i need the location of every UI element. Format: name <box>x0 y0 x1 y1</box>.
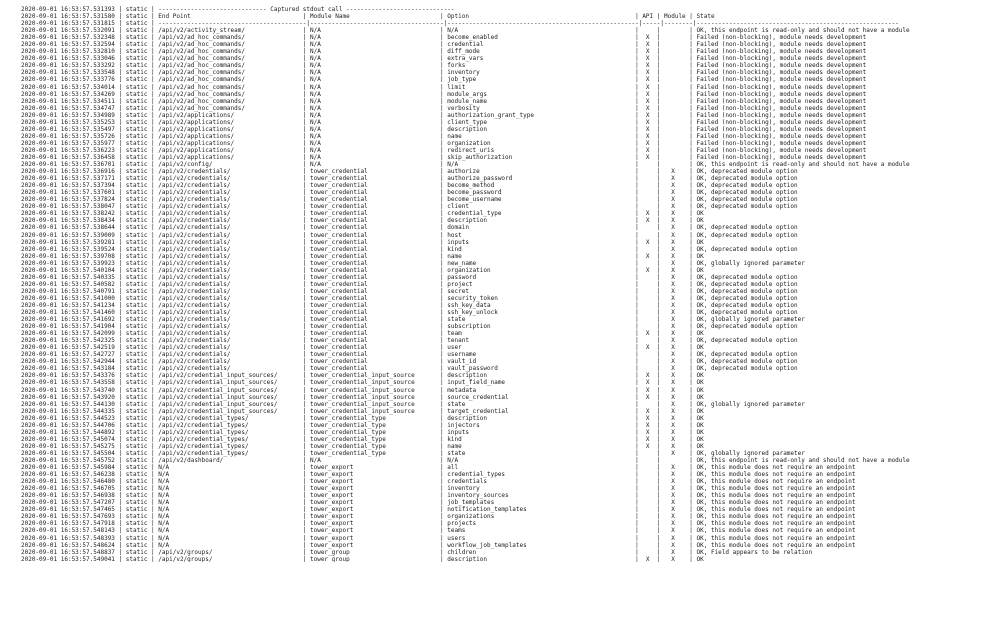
log-line: 2020-09-01 16:53:57.534989 | static | /api/v2/applications/ | N/A | authorization_grant_type | X | | Failed (non-blocking), module needs development <box>21 111 867 119</box>
log-line: 2020-09-01 16:53:57.536701 | static | /api/v2/config/ | N/A | N/A | | | OK, this endpoint is read-only and should not have a module <box>21 161 910 169</box>
log-line: 2020-09-01 16:53:57.542519 | static | /api/v2/credentials/ | tower_credential | user | X | X | OK <box>21 344 704 352</box>
log-line: 2020-09-01 16:53:57.544706 | static | /api/v2/credential_types/ | tower_credential_type | injectors | X | X | OK <box>21 421 704 429</box>
log-line: 2020-09-01 16:53:57.544523 | static | /api/v2/credential_types/ | tower_credential_type | description | X | X | OK <box>21 414 704 422</box>
log-line: 2020-09-01 16:53:57.545275 | static | /api/v2/credential_types/ | tower_credential_type | name | X | X | OK <box>21 442 704 450</box>
log-line: 2020-09-01 16:53:57.545504 | static | /api/v2/credential_types/ | tower_credential_type | state | | X | OK, globally ignored parameter <box>21 449 805 457</box>
log-line: 2020-09-01 16:53:57.547918 | static | N/A | tower_export | projects | | X | OK, this module does not require an endpoint <box>21 520 856 528</box>
log-line: 2020-09-01 16:53:57.548837 | static | /api/v2/groups/ | tower_group | children | | X | OK, Field appears to be relation <box>21 548 813 556</box>
log-line: 2020-09-01 16:53:57.539281 | static | /api/v2/credentials/ | tower_credential | inputs | X | X | OK <box>21 238 704 246</box>
log-line: 2020-09-01 16:53:57.544335 | static | /api/v2/credential_input_sources/ | tower_credential_input_source | target_credential | X | X | OK <box>21 407 704 415</box>
log-line: 2020-09-01 16:53:57.535253 | static | /api/v2/applications/ | N/A | client_type | X | | Failed (non-blocking), module needs development <box>21 118 867 126</box>
log-line: 2020-09-01 16:53:57.548624 | static | N/A | tower_export | workflow_job_templates | | X | OK, this module does not require an endpoint <box>21 541 856 549</box>
log-line: 2020-09-01 16:53:57.546705 | static | N/A | tower_export | inventory | | X | OK, this module does not require an endpoint <box>21 485 856 493</box>
log-line: 2020-09-01 16:53:57.539923 | static | /api/v2/credentials/ | tower_credential | new_name | | X | OK, globally ignored parameter <box>21 259 805 267</box>
log-line: 2020-09-01 16:53:57.537601 | static | /api/v2/credentials/ | tower_credential | become_password | | X | OK, deprecated module option <box>21 189 798 197</box>
log-line: 2020-09-01 16:53:57.540582 | static | /api/v2/credentials/ | tower_credential | project | | X | OK, deprecated module option <box>21 280 798 288</box>
log-line: 2020-09-01 16:53:57.542325 | static | /api/v2/credentials/ | tower_credential | tenant | | X | OK, deprecated module option <box>21 337 798 345</box>
log-line: 2020-09-01 16:53:57.540104 | static | /api/v2/credentials/ | tower_credential | organization | X | X | OK <box>21 266 704 274</box>
log-line: 2020-09-01 16:53:57.532091 | static | /api/v2/activity_stream/ | N/A | N/A | | | OK, this endpoint is read-only and should not have a module <box>21 27 910 35</box>
log-line: 2020-09-01 16:53:57.539524 | static | /api/v2/credentials/ | tower_credential | kind | | X | OK, deprecated module option <box>21 245 798 253</box>
log-line: 2020-09-01 16:53:57.535977 | static | /api/v2/applications/ | N/A | organization | X | | Failed (non-blocking), module needs development <box>21 139 867 147</box>
log-line: 2020-09-01 16:53:57.542727 | static | /api/v2/credentials/ | tower_credential | username | | X | OK, deprecated module option <box>21 351 798 359</box>
log-line: 2020-09-01 16:53:57.537824 | static | /api/v2/credentials/ | tower_credential | become_username | | X | OK, deprecated module option <box>21 196 798 204</box>
log-line: 2020-09-01 16:53:57.543184 | static | /api/v2/credentials/ | tower_credential | vault_password | | X | OK, deprecated module option <box>21 365 798 373</box>
log-line: 2020-09-01 16:53:57.534269 | static | /api/v2/ad_hoc_commands/ | N/A | module_args | X | | Failed (non-blocking), module needs development <box>21 90 867 98</box>
log-line: 2020-09-01 16:53:57.540791 | static | /api/v2/credentials/ | tower_credential | secret | | X | OK, deprecated module option <box>21 287 798 295</box>
log-line: 2020-09-01 16:53:57.536916 | static | /api/v2/credentials/ | tower_credential | authorize | | X | OK, deprecated module option <box>21 168 798 176</box>
log-line: 2020-09-01 16:53:57.548143 | static | N/A | tower_export | teams | | X | OK, this module does not require an endpoint <box>21 527 856 535</box>
log-line: 2020-09-01 16:53:57.541692 | static | /api/v2/credentials/ | tower_credential | state | | X | OK, globally ignored parameter <box>21 316 805 324</box>
log-line: 2020-09-01 16:53:57.543920 | static | /api/v2/credential_input_sources/ | tower_credential_input_source | source_credential | X | X | OK <box>21 393 704 401</box>
log-line: 2020-09-01 16:53:57.541904 | static | /api/v2/credentials/ | tower_credential | subscription | | X | OK, deprecated module option <box>21 323 798 331</box>
log-line: 2020-09-01 16:53:57.539009 | static | /api/v2/credentials/ | tower_credential | host | | X | OK, deprecated module option <box>21 231 798 239</box>
log-line: 2020-09-01 16:53:57.535726 | static | /api/v2/applications/ | N/A | name | X | | Failed (non-blocking), module needs development <box>21 132 867 140</box>
log-line: 2020-09-01 16:53:57.533776 | static | /api/v2/ad_hoc_commands/ | N/A | job_type | X | | Failed (non-blocking), module needs development <box>21 76 867 84</box>
log-line: 2020-09-01 16:53:57.538047 | static | /api/v2/credentials/ | tower_credential | client | | X | OK, deprecated module option <box>21 203 798 211</box>
log-line: 2020-09-01 16:53:57.534014 | static | /api/v2/ad_hoc_commands/ | N/A | limit | X | | Failed (non-blocking), module needs development <box>21 83 867 91</box>
log-line: 2020-09-01 16:53:57.549041 | static | /api/v2/groups/ | tower_group | description | X | X | OK <box>21 555 704 562</box>
log-line: 2020-09-01 16:53:57.536458 | static | /api/v2/applications/ | N/A | skip_authorization | X | | Failed (non-blocking), module needs development <box>21 153 867 161</box>
log-line: 2020-09-01 16:53:57.531580 | static | End Point | Module Name | Option | API | Module | State <box>21 13 715 21</box>
log-line: 2020-09-01 16:53:57.531815 | static | -----------------------------------------|-------------------------------------|-----------------------------------------------------|-----|--------|-------------------------------------------------------- <box>21 20 899 28</box>
log-line: 2020-09-01 16:53:57.534747 | static | /api/v2/ad_hoc_commands/ | N/A | verbosity | X | | Failed (non-blocking), module needs development <box>21 104 867 112</box>
log-line: 2020-09-01 16:53:57.538242 | static | /api/v2/credentials/ | tower_credential | credential_type | X | X | OK <box>21 210 704 218</box>
log-line: 2020-09-01 16:53:57.540335 | static | /api/v2/credentials/ | tower_credential | password | | X | OK, deprecated module option <box>21 273 798 281</box>
log-line: 2020-09-01 16:53:57.548393 | static | N/A | tower_export | users | | X | OK, this module does not require an endpoint <box>21 534 856 542</box>
log-line: 2020-09-01 16:53:57.546480 | static | N/A | tower_export | credentials | | X | OK, this module does not require an endpoint <box>21 478 856 486</box>
log-line: 2020-09-01 16:53:57.543376 | static | /api/v2/credential_input_sources/ | tower_credential_input_source | description | X | X | OK <box>21 372 704 380</box>
log-line: 2020-09-01 16:53:57.547207 | static | N/A | tower_export | job_templates | | X | OK, this module does not require an endpoint <box>21 499 856 507</box>
log-line: 2020-09-01 16:53:57.539708 | static | /api/v2/credentials/ | tower_credential | name | X | X | OK <box>21 252 704 260</box>
log-line: 2020-09-01 16:53:57.543558 | static | /api/v2/credential_input_sources/ | tower_credential_input_source | input_field_name | X | X | OK <box>21 379 704 387</box>
log-line: 2020-09-01 16:53:57.534511 | static | /api/v2/ad_hoc_commands/ | N/A | module_name | X | | Failed (non-blocking), module needs development <box>21 97 867 105</box>
log-line: 2020-09-01 16:53:57.532810 | static | /api/v2/ad_hoc_commands/ | N/A | diff_mode | X | | Failed (non-blocking), module needs development <box>21 48 867 56</box>
log-line: 2020-09-01 16:53:57.546938 | static | N/A | tower_export | inventory_sources | | X | OK, this module does not require an endpoint <box>21 492 856 500</box>
log-line: 2020-09-01 16:53:57.545752 | static | /api/v2/dashboard/ | N/A | N/A | | | OK, this endpoint is read-only and should not have a module <box>21 457 910 464</box>
log-line: 2020-09-01 16:53:57.533548 | static | /api/v2/ad_hoc_commands/ | N/A | inventory | X | | Failed (non-blocking), module needs development <box>21 69 867 77</box>
log-line: 2020-09-01 16:53:57.545074 | static | /api/v2/credential_types/ | tower_credential_type | kind | X | X | OK <box>21 435 704 443</box>
log-line: 2020-09-01 16:53:57.532594 | static | /api/v2/ad_hoc_commands/ | N/A | credential | X | | Failed (non-blocking), module needs development <box>21 41 867 49</box>
log-line: 2020-09-01 16:53:57.546238 | static | N/A | tower_export | credential_types | | X | OK, this module does not require an endpoint <box>21 471 856 479</box>
log-line: 2020-09-01 16:53:57.531393 | static | ------------------------------ Captured stdout call ------------------------------ <box>21 6 455 13</box>
log-line: 2020-09-01 16:53:57.547465 | static | N/A | tower_export | notification_templates | | X | OK, this module does not require an endpoint <box>21 506 856 514</box>
log-line: 2020-09-01 16:53:57.544892 | static | /api/v2/credential_types/ | tower_credential_type | inputs | X | X | OK <box>21 428 704 436</box>
log-line: 2020-09-01 16:53:57.535497 | static | /api/v2/applications/ | N/A | description | X | | Failed (non-blocking), module needs development <box>21 125 867 133</box>
log-line: 2020-09-01 16:53:57.547693 | static | N/A | tower_export | organizations | | X | OK, this module does not require an endpoint <box>21 513 856 521</box>
log-line: 2020-09-01 16:53:57.537171 | static | /api/v2/credentials/ | tower_credential | authorize_password | | X | OK, deprecated module option <box>21 175 798 183</box>
log-line: 2020-09-01 16:53:57.541000 | static | /api/v2/credentials/ | tower_credential | security_token | | X | OK, deprecated module option <box>21 294 798 302</box>
log-line: 2020-09-01 16:53:57.533292 | static | /api/v2/ad_hoc_commands/ | N/A | forks | X | | Failed (non-blocking), module needs development <box>21 62 867 70</box>
log-line: 2020-09-01 16:53:57.544130 | static | /api/v2/credential_input_sources/ | tower_credential_input_source | state | | X | OK, globally ignored parameter <box>21 400 805 408</box>
log-line: 2020-09-01 16:53:57.532348 | static | /api/v2/ad_hoc_commands/ | N/A | become_enabled | X | | Failed (non-blocking), module needs development <box>21 34 867 42</box>
log-line: 2020-09-01 16:53:57.538434 | static | /api/v2/credentials/ | tower_credential | description | X | X | OK <box>21 217 704 225</box>
log-line: 2020-09-01 16:53:57.542944 | static | /api/v2/credentials/ | tower_credential | vault_id | | X | OK, deprecated module option <box>21 358 798 366</box>
log-line: 2020-09-01 16:53:57.538644 | static | /api/v2/credentials/ | tower_credential | domain | | X | OK, deprecated module option <box>21 224 798 232</box>
log-line: 2020-09-01 16:53:57.545984 | static | N/A | tower_export | all | | X | OK, this module does not require an endpoint <box>21 464 856 472</box>
log-line: 2020-09-01 16:53:57.533046 | static | /api/v2/ad_hoc_commands/ | N/A | extra_vars | X | | Failed (non-blocking), module needs development <box>21 55 867 63</box>
log-line: 2020-09-01 16:53:57.541234 | static | /api/v2/credentials/ | tower_credential | ssh_key_data | | X | OK, deprecated module option <box>21 301 798 309</box>
log-line: 2020-09-01 16:53:57.541460 | static | /api/v2/credentials/ | tower_credential | ssh_key_unlock | | X | OK, deprecated module option <box>21 309 798 317</box>
log-line: 2020-09-01 16:53:57.542099 | static | /api/v2/credentials/ | tower_credential | team | X | X | OK <box>21 330 704 338</box>
log-line: 2020-09-01 16:53:57.536223 | static | /api/v2/applications/ | N/A | redirect_uris | X | | Failed (non-blocking), module needs development <box>21 146 867 154</box>
log-line: 2020-09-01 16:53:57.543740 | static | /api/v2/credential_input_sources/ | tower_credential_input_source | metadata | X | X | OK <box>21 386 704 394</box>
log-line: 2020-09-01 16:53:57.537394 | static | /api/v2/credentials/ | tower_credential | become_method | | X | OK, deprecated module option <box>21 182 798 190</box>
